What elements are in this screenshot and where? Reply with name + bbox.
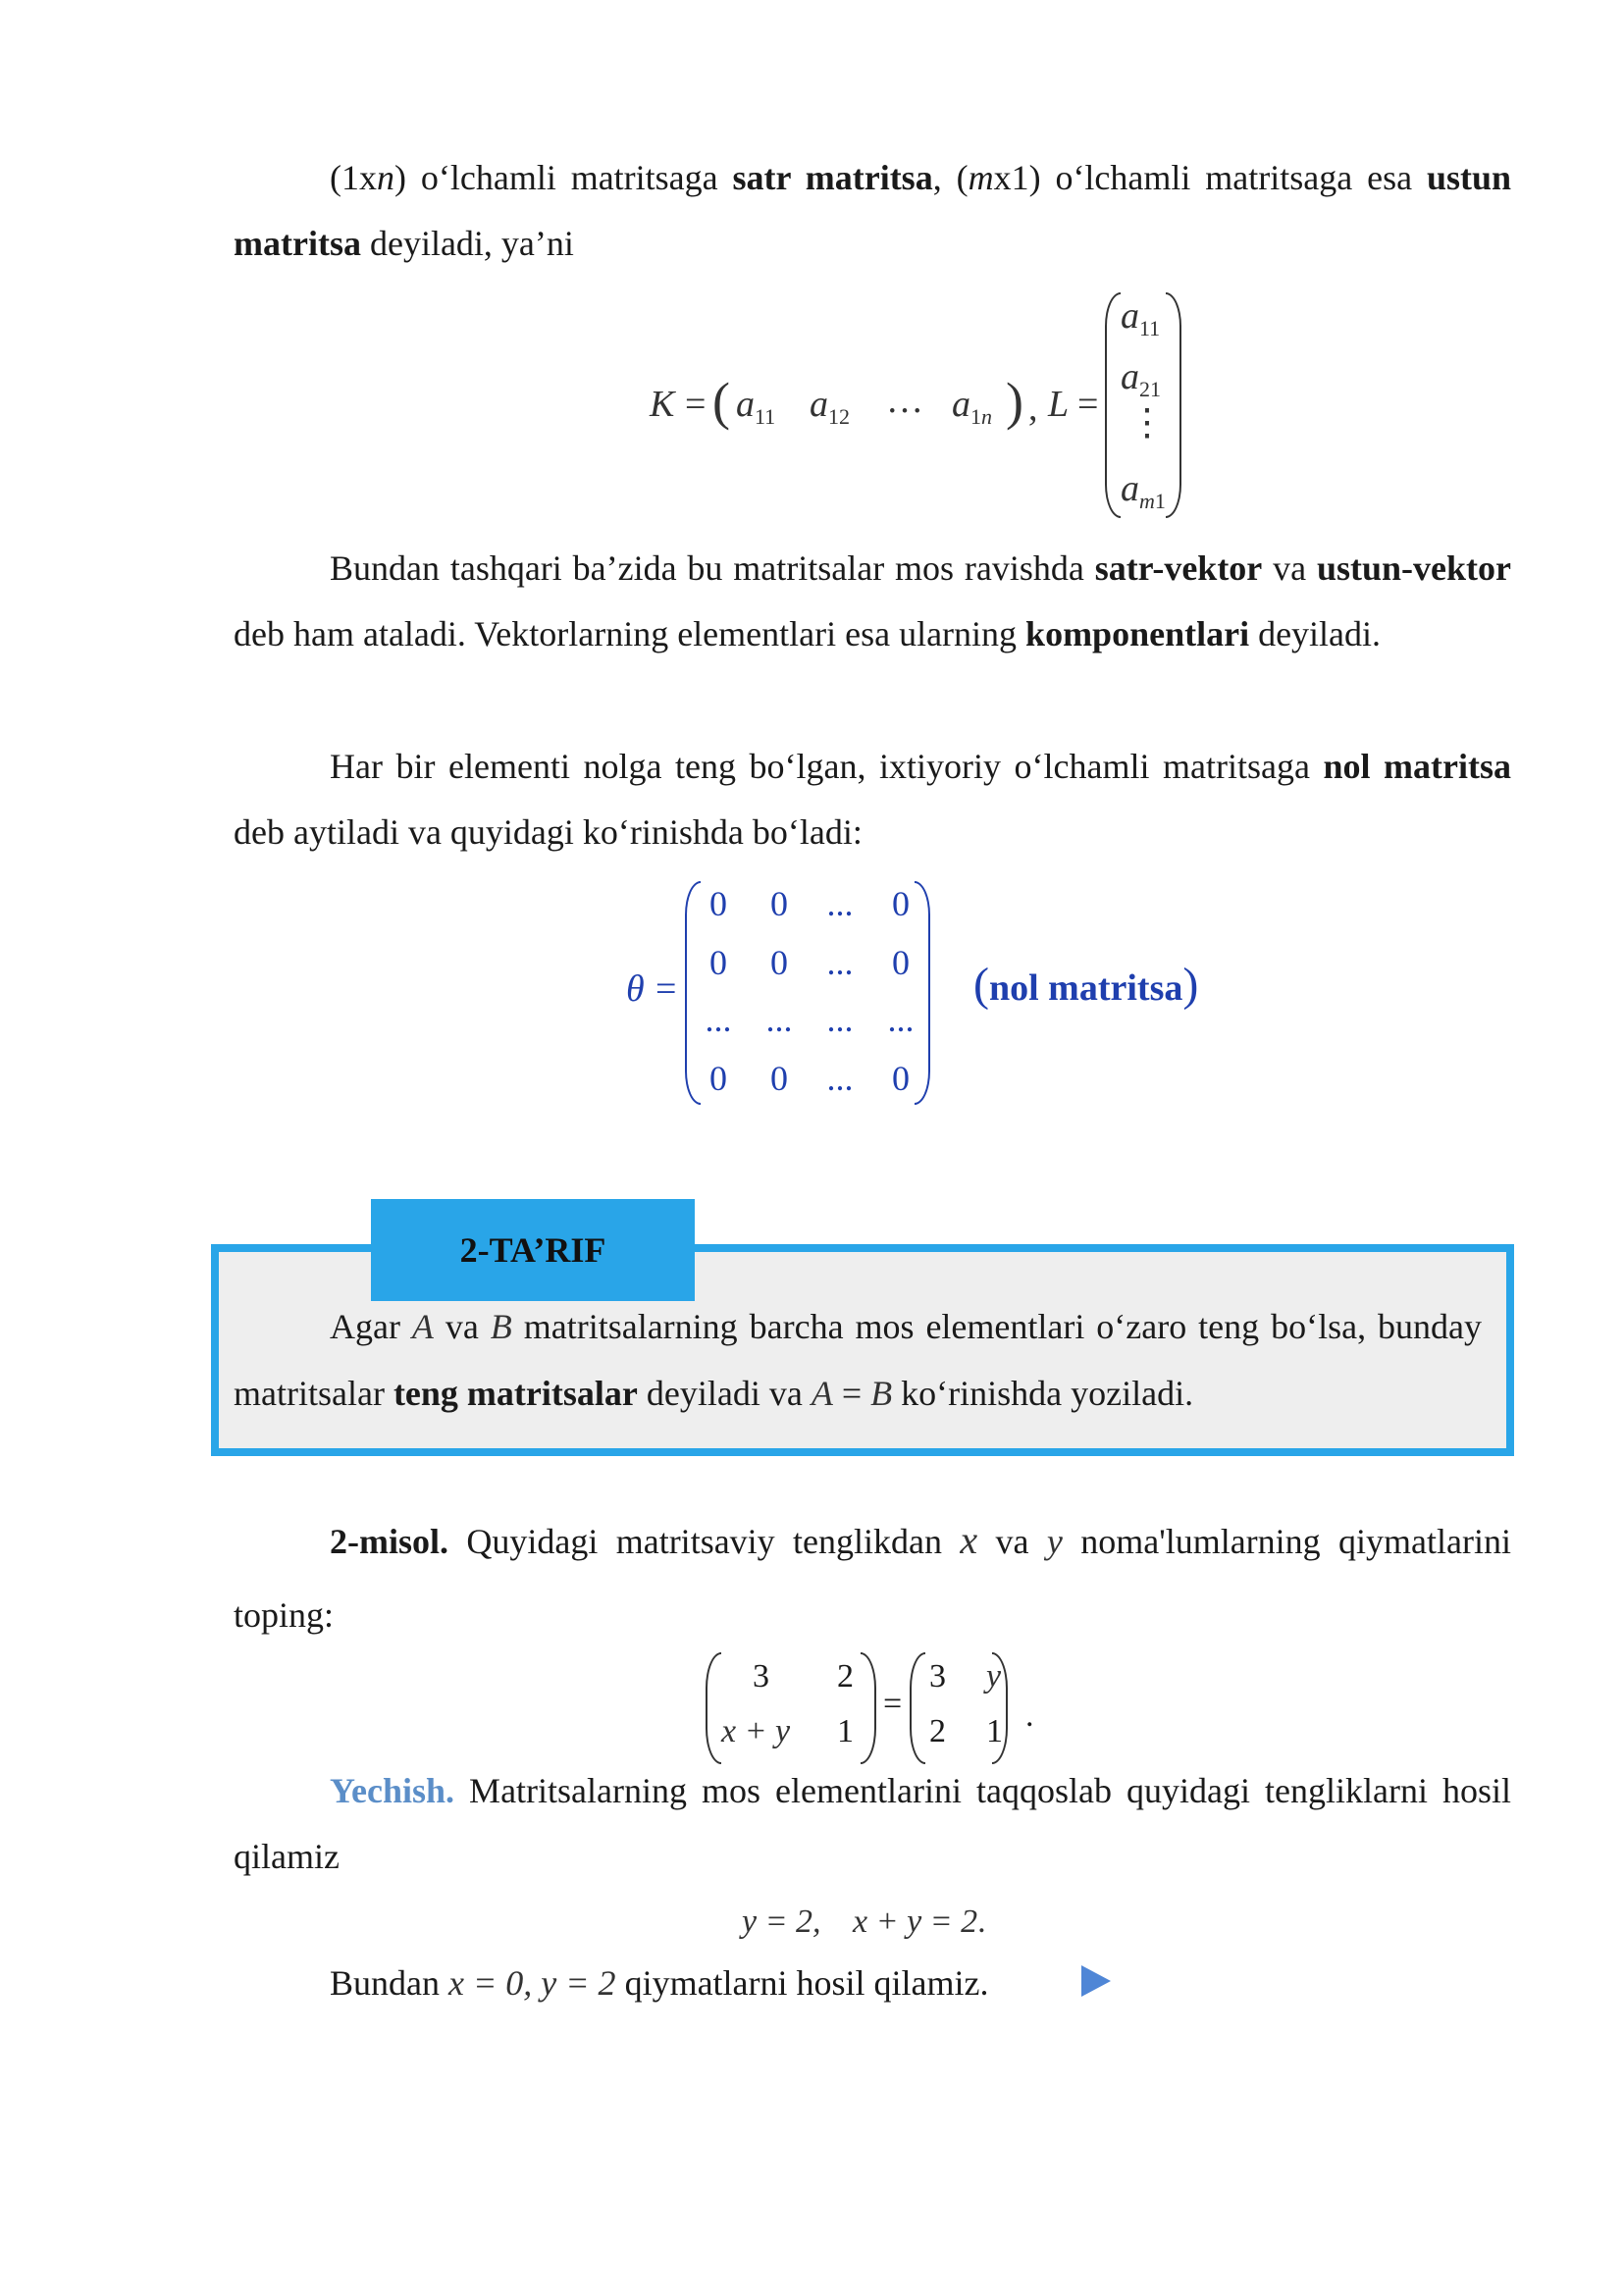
zero-matrix-label: (nol matritsa) [973,959,1199,1011]
elem-a12: $a_{12}$ [810,384,850,429]
text-segment: , ( [932,158,969,197]
elem-a11: $a_{11}$ [736,384,776,429]
text-segment: x1) o‘lchamli matritsaga esa [993,158,1427,197]
matrix-cell: 1 [837,1713,854,1749]
text-segment: noma'lumlarning qiymatlarini toping: [234,1522,1511,1635]
right-matrix-left-bracket [910,1652,925,1764]
text-segment: Bundan tashqari ba’zida bu matritsalar mos ravishda [330,548,1095,588]
matrix-cell: 0 [770,943,788,982]
matrix-cell: 1 [986,1713,1003,1749]
equals-sign: = [655,968,677,1010]
matrix-cell: ... [826,884,854,923]
comma: , [1028,388,1038,429]
matrix-cell: 0 [892,943,910,982]
text-segment: deyiladi va [637,1374,812,1413]
text-segment: deb aytiladi va quyidagi ko‘rinishda bo‘ladi: [234,812,863,852]
text-segment: deyiladi. [1249,614,1382,653]
term-components: komponentlari [1025,614,1250,653]
term-zero-matrix: nol matritsa [1323,747,1512,786]
definition-text [234,1293,1482,1427]
term-column-vector: ustun-vektor [1316,548,1511,588]
column-right-bracket [1166,292,1181,518]
var-x: x [960,1518,978,1562]
formula-row-column-matrices [648,285,1197,530]
definition-tab: 2-TA’RIF [371,1199,695,1301]
paragraph-row-column-matrix [234,145,1511,277]
matrix-cell: ... [826,943,854,982]
var-y: y [1046,1522,1063,1561]
var-n: n [377,158,394,197]
equation-x-plus-y: x + y = 2 [853,1904,978,1940]
left-paren: ( [712,372,730,431]
matrix-cell: x + y [721,1713,791,1749]
text-segment: va [1262,548,1317,588]
var-A: A [811,1374,833,1413]
paragraph-zero-matrix [234,734,1511,865]
matrix-cell: y [986,1658,1002,1695]
play-arrow-icon [1081,1965,1111,1997]
formula-zero-matrix [618,873,1246,1109]
text-segment: Quyidagi matritsaviy tenglikdan [448,1522,961,1561]
vertical-dots: ⋮ [1128,402,1166,443]
text-segment: va [977,1522,1047,1561]
text-segment: Matritsalarning mos elementlarini taqqoslab quyidagi tengliklarni hosil qilamiz [234,1771,1511,1876]
result-x: x = 0, [448,1963,533,2003]
symbol-K: K [650,384,675,425]
example-paragraph [234,1503,1511,1652]
solution-label: Yechish. [330,1771,455,1810]
text-segment: va [433,1307,491,1346]
matrix-cell: ... [765,1000,793,1039]
equals-sign: = [1077,384,1099,425]
matrix-cell: ... [826,1059,854,1098]
matrix-cell: ... [705,1000,732,1039]
equation-y: y = 2, [742,1904,821,1940]
text-segment: Agar [330,1307,412,1346]
solution-equations [742,1904,986,1941]
matrix-cell: 0 [709,943,727,982]
right-paren: ) [1006,372,1023,431]
text-segment: ) o‘lchamli matritsaga [394,158,733,197]
column-left-bracket [1105,292,1121,518]
matrix-cell: 0 [709,1059,727,1098]
var-B: B [490,1307,512,1346]
matrix-cell: 0 [892,1059,910,1098]
term-equal-matrices: teng matritsalar [393,1374,638,1413]
equals-sign: = [832,1374,871,1413]
term-column-matrix: ustun matritsa [234,158,1512,263]
ellipsis: … [886,380,923,421]
text-segment: Har bir elementi nolga teng bo‘lgan, ixtiyoriy o‘lchamli matritsaga [330,747,1324,786]
text-segment: matritsalarning barcha mos elementlari o‘zaro teng bo‘lsa, bunday matritsalar [234,1307,1483,1413]
equals-sign: = [883,1686,903,1722]
left-matrix-right-bracket [861,1652,876,1764]
matrix-cell: ... [826,1000,854,1039]
term-row-vector: satr-vektor [1094,548,1263,588]
elem-a21: $a_{21}$ [1121,356,1161,401]
symbol-L: L [1048,384,1070,425]
solution-paragraph [234,1758,1511,1890]
matrix-cell: 2 [929,1713,946,1749]
elem-am1: $a_{m1}$ [1121,468,1166,513]
paragraph-vectors [234,536,1511,667]
formula-matrix-equation [702,1648,1055,1766]
matrix-cell: 3 [929,1658,946,1695]
text-segment: qiymatlarni hosil qilamiz. [615,1963,989,2003]
term-row-matrix: satr matritsa [732,158,933,197]
equals-sign: = [685,384,707,425]
matrix-cell: 0 [770,884,788,923]
matrix-cell: ... [887,1000,915,1039]
left-matrix-left-bracket [706,1652,721,1764]
text-segment: ko‘rinishda yoziladi. [892,1374,1194,1413]
symbol-theta: θ [626,968,645,1010]
var-m: m [968,158,994,197]
period: . [1025,1697,1034,1734]
matrix-cell: 2 [837,1658,854,1695]
matrix-cell: 3 [753,1658,769,1695]
elem-a11-col: $a_{11}$ [1121,295,1161,340]
var-A: A [411,1307,434,1346]
matrix-cell: 0 [770,1059,788,1098]
var-B: B [870,1374,893,1413]
matrix-cell: 0 [892,884,910,923]
result-y: y = 2 [541,1963,616,2003]
elem-a1n: $a_{1n}$ [952,384,992,429]
period: . [977,1904,986,1940]
text-segment: Bundan [330,1963,448,2003]
conclusion-paragraph [234,1951,1511,2016]
example-label: 2-misol. [330,1522,448,1561]
matrix-cell: 0 [709,884,727,923]
text-segment: deb ham ataladi. Vektorlarning elementlari esa ularning [234,614,1026,653]
text-segment: deyiladi, ya’ni [360,224,574,263]
text-segment: (1x [330,158,377,197]
